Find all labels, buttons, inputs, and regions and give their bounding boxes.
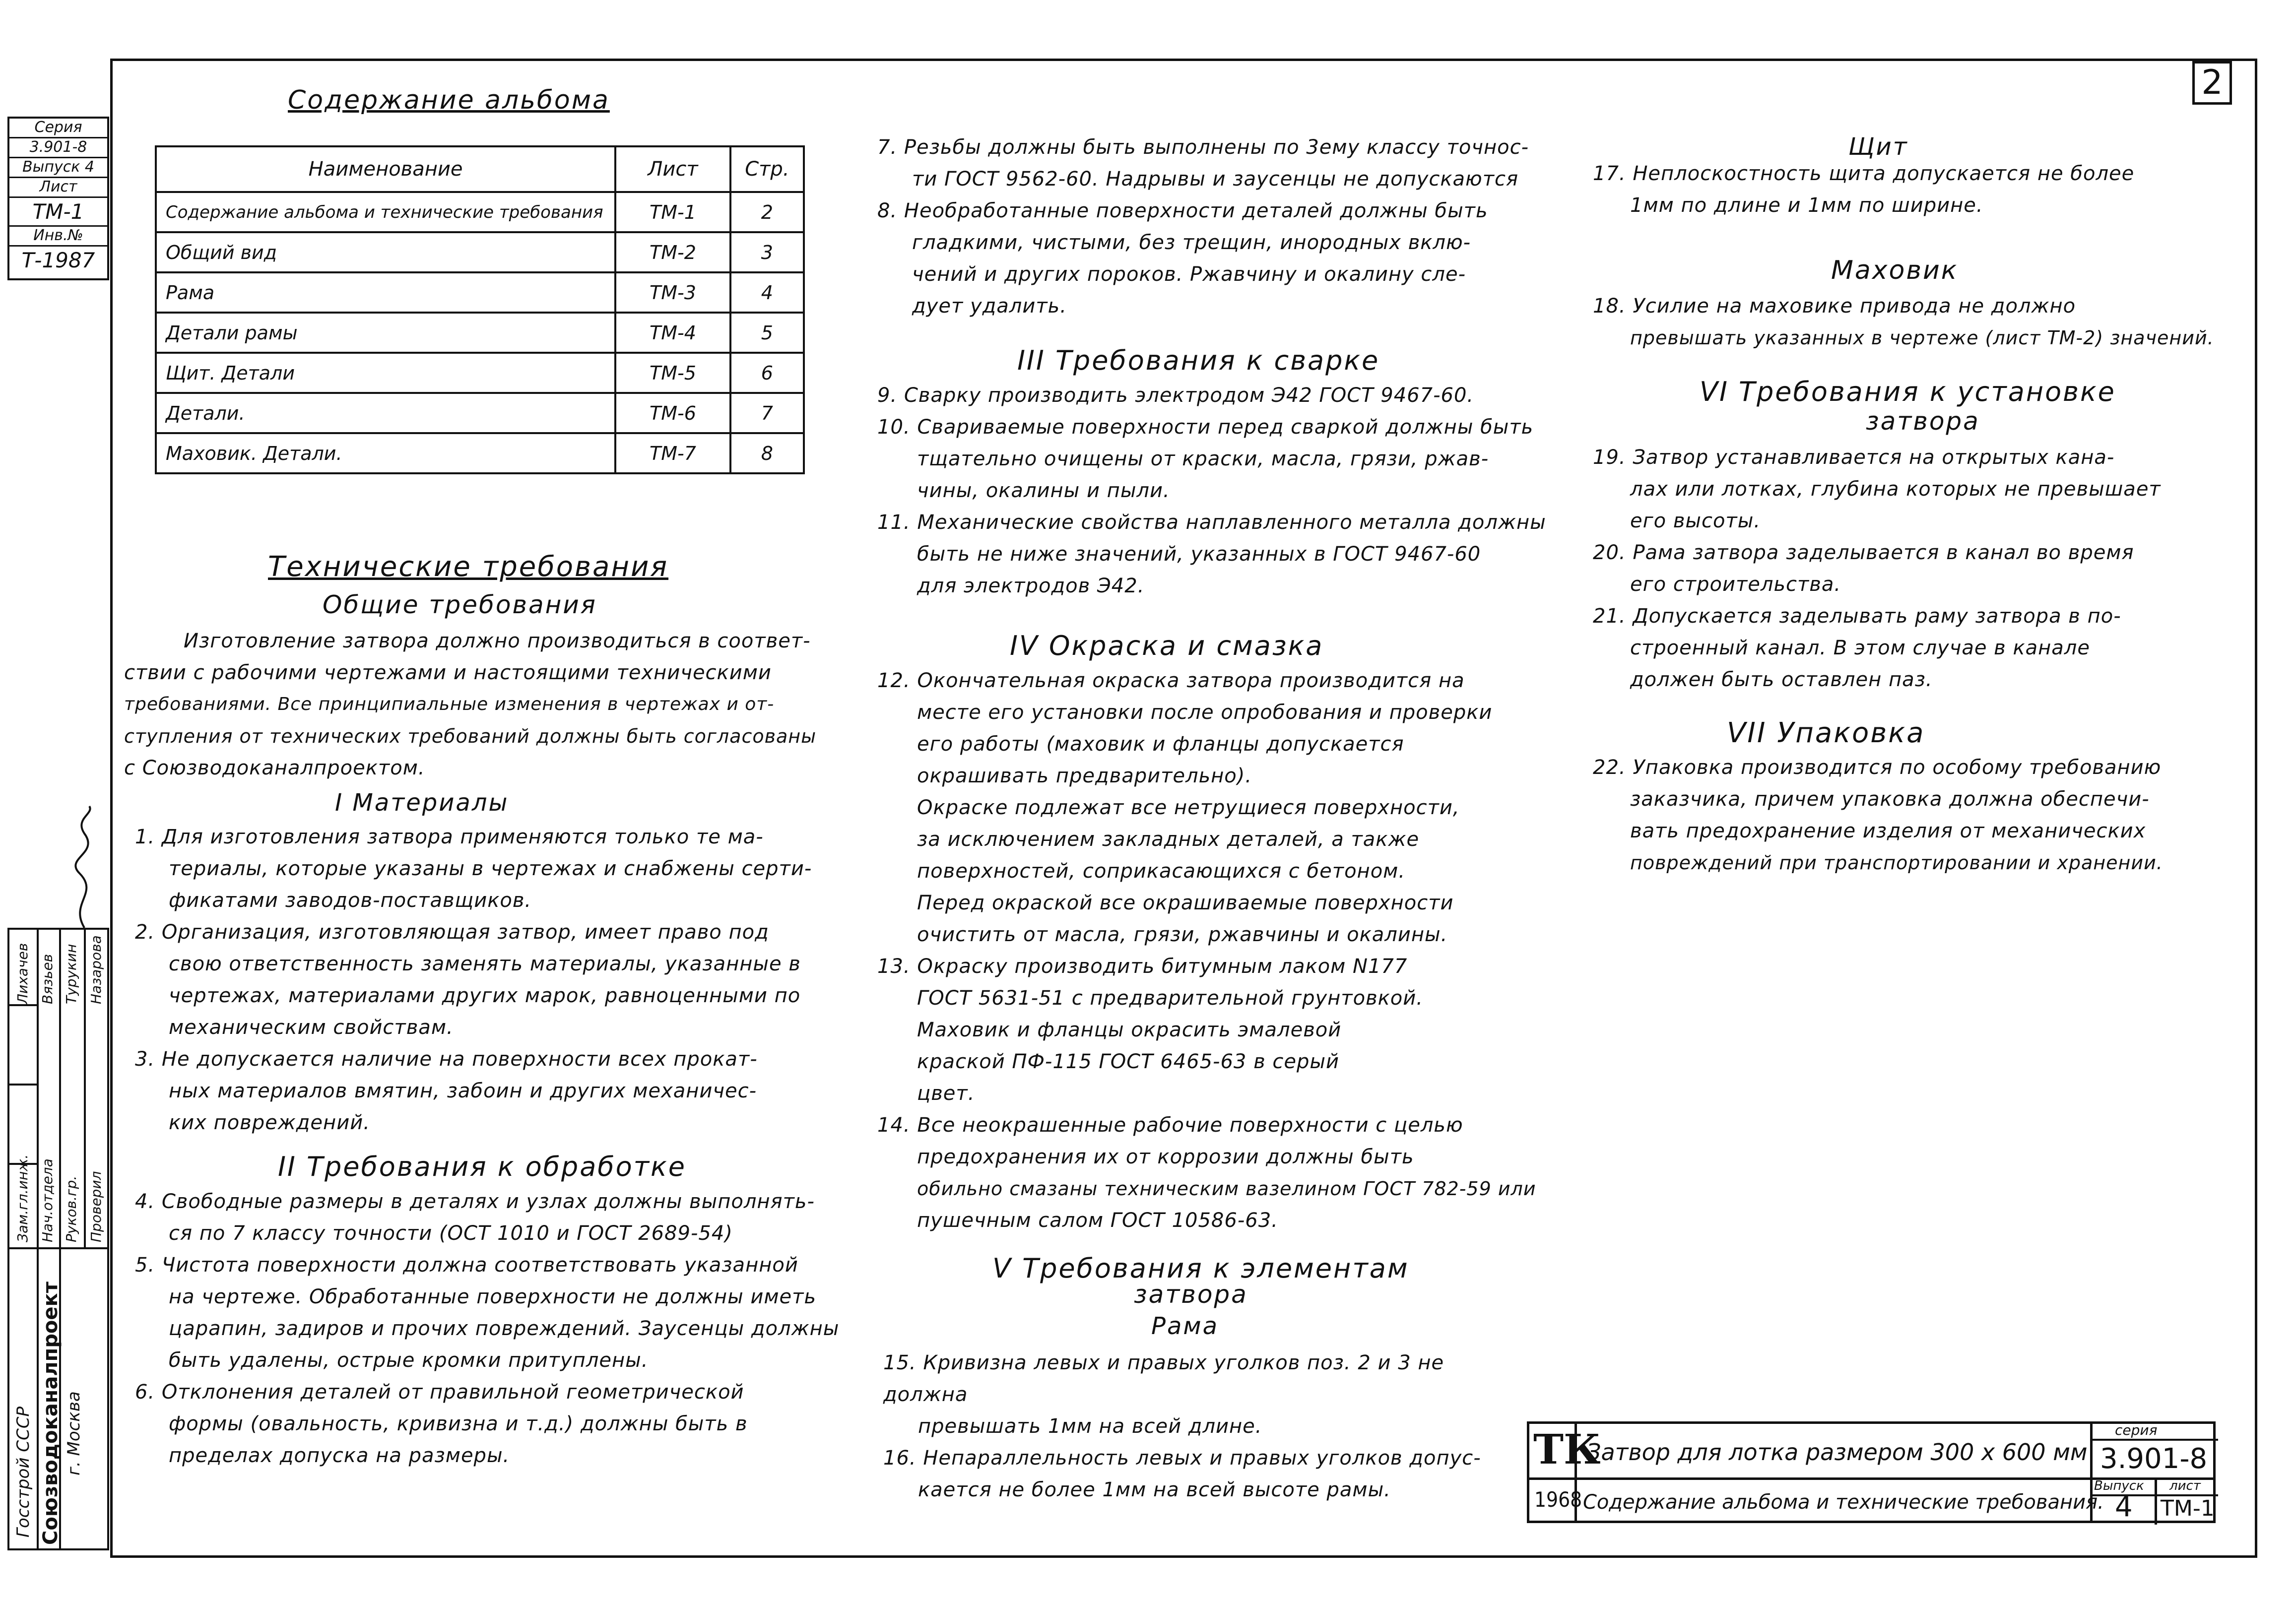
table-row [156,433,804,473]
sheet-label: Лист [9,178,107,198]
text-line: превышать 1мм на всей длине. [918,1415,1262,1438]
text-line: для электродов Э42. [917,575,1145,597]
text-line: 20. Рама затвора заделывается в канал во время [1593,541,2134,564]
toc-sheet: ТМ-1 [615,192,730,232]
table-row [156,313,804,353]
text-line: поверхностей, соприкасающихся с бетоном. [917,860,1406,883]
materials-title: I Материалы [335,789,509,817]
painting-title: IV Окраска и смазка [1010,630,1324,661]
series-number: 3.901-8 [2100,1443,2208,1475]
toc-name: Общий вид [156,232,615,272]
org-name: Союзводоканалпроект [39,1281,62,1545]
text-line: 9. Сварку производить электродом Э42 ГОСТ 9467-60. [877,384,1474,407]
shield-text [1593,158,2238,221]
title-block [1527,1421,2216,1523]
text-line: фикатами заводов-поставщиков. [169,889,532,912]
name-2: Вязьев [39,954,56,1004]
text-line: Окраске подлежат все нетрущиеся поверхности, [917,796,1460,819]
text-line: 11. Механические свойства наплавленного металла должны [877,511,1546,534]
frame-subtitle: Рама [1151,1312,1219,1340]
text-line: предохранения их от коррозии должны быть [917,1146,1414,1168]
text-line: ся по 7 классу точности (ОСТ 1010 и ГОСТ 2689-54) [169,1222,733,1245]
text-line: кается не более 1мм на всей высоте рамы. [918,1478,1391,1501]
text-line: ких повреждений. [169,1111,370,1134]
text-line: териалы, которые указаны в чертежах и снабжены серти- [169,857,812,880]
welding-title: III Требования к сварке [1017,345,1380,376]
toc-title: Содержание альбома [288,85,610,115]
elements-title: V Требования к элементам [992,1253,1409,1284]
text-line: ти ГОСТ 9562-60. Надрывы и заусенцы не допускаются [912,168,1519,191]
inv-label: Инв.№ [9,227,107,247]
text-line: 2. Организация, изготовляющая затвор, имеет право под [135,921,769,944]
toc-name: Рама [156,272,615,313]
text-line: пределах допуска на размеры. [169,1444,510,1467]
text-line: механическим свойствам. [169,1016,454,1039]
installation-title: VI Требования к установке [1700,376,2116,407]
toc-name: Детали. [156,393,615,433]
text-line: 3. Не допускается наличие на поверхности всех прокат- [135,1048,758,1071]
text-line: цвет. [917,1082,975,1105]
text-line: окрашивать предварительно). [917,765,1252,787]
text-line: 8. Необработанные поверхности деталей должны быть [877,199,1488,222]
table-row [156,272,804,313]
toc-header-name: Наименование [156,146,615,192]
table-row [156,192,804,232]
inv-value: Т-1987 [21,248,95,272]
text-line: превышать указанных в чертеже (лист ТМ-2) значений. [1630,327,2214,349]
issue-label: Выпуск [2094,1478,2144,1493]
text-line: тщательно очищены от краски, масла, грязи, ржав- [917,448,1489,470]
toc-name: Содержание альбома и технические требования [156,192,615,232]
wheel-text [1593,290,2248,354]
role-group-lead: Руков.гр. [63,1175,79,1242]
general-req-subtitle: Общие требования [323,590,597,619]
text-line: быть удалены, острые кромки притуплены. [169,1349,649,1372]
text-line: вать предохранение изделия от механических [1630,820,2146,842]
text-line: 17. Неплоскостность щита допускается не более [1593,162,2135,185]
text-line: ствии с рабочими чертежами и настоящими техническими [124,661,772,684]
issue-number: 4 [2115,1491,2133,1523]
packing-title: VII Упаковка [1727,717,1925,749]
processing-text [135,1186,859,1472]
drawing-subtitle: Содержание альбома и технические требования. [1583,1491,2104,1514]
packing-text [1593,752,2248,879]
installation-text [1593,442,2248,696]
text-line: 7. Резьбы должны быть выполнены по 3ему классу точнос- [877,136,1529,159]
text-line: ступления от технических требований должны быть согласованы [124,725,817,747]
text-line: 21. Допускается заделывать раму затвора в по- [1593,605,2121,628]
text-line: лах или лотках, глубина которых не превышает [1630,478,2161,501]
side-stamp [7,117,109,280]
issue-label: Выпуск 4 [9,158,107,178]
toc-page: 4 [730,272,804,313]
text-line: 16. Непараллельность левых и правых уголков допус- [883,1447,1481,1470]
toc-page: 7 [730,393,804,433]
tech-req-title: Технические требования [268,551,669,583]
text-line: 1мм по длине и 1мм по ширине. [1630,194,1983,217]
text-line: пушечным салом ГОСТ 10586-63. [917,1209,1278,1232]
role-dept-head: Нач.отдела [39,1158,56,1242]
toc-sheet: ТМ-6 [615,393,730,433]
org-ministry: Госстрой СССР [13,1407,33,1537]
text-line: Изготовление затвора должно производиться в соответ- [184,630,811,652]
sheet-value: ТМ-1 [9,198,107,227]
text-line: 12. Окончательная окраска затвора производится на [877,669,1465,692]
toc-sheet: ТМ-2 [615,232,730,272]
text-line: заказчика, причем упаковка должна обеспечи- [1630,788,2150,811]
toc-header-page: Стр. [730,146,804,192]
text-line: требованиями. Все принципиальные изменения в чертежах и от- [124,694,775,714]
text-line: строенный канал. В этом случае в канале [1630,637,2090,659]
role-checker: Проверил [88,1171,104,1242]
signature-block [7,928,109,1550]
text-line: чений и других пороков. Ржавчину и окалину сле- [912,263,1466,286]
text-line: 15. Кривизна левых и правых уголков поз. 2 и 3 не должна [883,1351,1444,1406]
welding-text [877,380,1557,602]
text-line: 19. Затвор устанавливается на открытых кана- [1593,446,2115,469]
text-line: обильно смазаны техническим вазелином ГОСТ 782-59 или [917,1178,1536,1200]
tk-logo: ТК [1533,1426,1601,1473]
table-row [156,353,804,393]
text-line: 6. Отклонения деталей от правильной геометрической [135,1381,744,1404]
drawing-title: Затвор для лотка размером 300 x 600 мм [1586,1439,2088,1466]
text-line: ГОСТ 5631-51 с предварительной грунтовкой. [917,987,1423,1010]
table-row [156,393,804,433]
toc-name: Маховик. Детали. [156,433,615,473]
role-deputy-chief-engineer: Зам.гл.инж. [14,1154,31,1242]
org-city: г. Москва [64,1391,84,1475]
text-line: 22. Упаковка производится по особому требованию [1593,756,2162,779]
series-label: серия [2115,1422,2158,1438]
text-line: 18. Усилие на маховике привода не должно [1593,295,2076,318]
text-line: повреждений при транспортировании и хранении. [1630,852,2163,874]
text-line: чины, окалины и пыли. [917,479,1170,502]
painting-text [877,665,1572,1236]
series-value: 3.901-8 [9,138,107,158]
materials-text [135,821,859,1139]
toc-page: 6 [730,353,804,393]
toc-header-row [156,146,804,192]
text-line: 10. Свариваемые поверхности перед сваркой должны быть [877,416,1534,439]
text-line: его строительства. [1630,573,1841,596]
year: 1968 [1534,1487,1582,1512]
toc-page: 8 [730,433,804,473]
toc-sheet: ТМ-4 [615,313,730,353]
text-line: за исключением закладных деталей, а также [917,828,1420,851]
shield-subtitle: Щит [1848,133,1908,161]
text-line: Перед окраской все окрашиваемые поверхности [917,892,1454,914]
installation-title-2: затвора [1866,407,1980,436]
name-3: Турукин [63,944,79,1004]
series-label: Серия [9,119,107,138]
text-line: ных материалов вмятин, забоин и других механичес- [169,1080,757,1102]
text-line: должен быть оставлен паз. [1630,668,1933,691]
toc-page: 2 [730,192,804,232]
text-line: Маховик и фланцы окрасить эмалевой [917,1019,1342,1041]
text-line: на чертеже. Обработанные поверхности не должны иметь [169,1285,817,1308]
text-line: 14. Все неокрашенные рабочие поверхности с целью [877,1114,1463,1137]
text-line: краской ПФ-115 ГОСТ 6465-63 в серый [917,1050,1339,1073]
text-line: дует удалить. [912,295,1067,318]
text-line: очистить от масла, грязи, ржавчины и окалины. [917,923,1448,946]
page-number: 2 [2192,61,2232,105]
text-line: быть не ниже значений, указанных в ГОСТ 9467-60 [917,543,1481,566]
toc-page: 3 [730,232,804,272]
handwritten-signature [55,804,109,933]
text-line: месте его установки после опробования и проверки [917,701,1493,724]
text-line: формы (овальность, кривизна и т.д.) должны быть в [169,1412,748,1435]
text-line: 1. Для изготовления затвора применяются только те ма- [135,826,764,848]
toc-table [155,145,805,474]
name-1: Лихачев [14,943,31,1004]
toc-name: Детали рамы [156,313,615,353]
toc-sheet: ТМ-7 [615,433,730,473]
wheel-subtitle: Маховик [1831,256,1959,285]
sheet-label: лист [2169,1478,2201,1493]
processing-title: II Требования к обработке [278,1151,686,1182]
toc-sheet: ТМ-3 [615,272,730,313]
text-line: 13. Окраску производить битумным лаком N177 [877,955,1408,978]
table-row [156,232,804,272]
text-line: 4. Свободные размеры в деталях и узлах должны выполнять- [135,1190,815,1213]
elements-text [883,1347,1528,1506]
text-line: царапин, задиров и прочих повреждений. Заусенцы должны [169,1317,840,1340]
toc-header-sheet: Лист [615,146,730,192]
text-line: с Союзводоканалпроектом. [124,757,425,779]
text-line: чертежах, материалами других марок, равноценными по [169,984,801,1007]
sheet-number: ТМ-1 [2161,1496,2215,1521]
text-line: свою ответственность заменять материалы, указанные в [169,953,801,975]
toc-name: Щит. Детали [156,353,615,393]
text-line: его высоты. [1630,510,1761,532]
name-4: Назарова [88,935,104,1004]
text-line: гладкими, чистыми, без трещин, инородных вклю- [912,231,1471,254]
elements-title-2: затвора [1134,1280,1248,1309]
intro-text [124,625,853,784]
toc-page: 5 [730,313,804,353]
text-line: 5. Чистота поверхности должна соответствовать указанной [135,1254,798,1277]
toc-sheet: ТМ-5 [615,353,730,393]
col2-top-text [877,131,1557,322]
text-line: его работы (маховик и фланцы допускается [917,733,1404,756]
